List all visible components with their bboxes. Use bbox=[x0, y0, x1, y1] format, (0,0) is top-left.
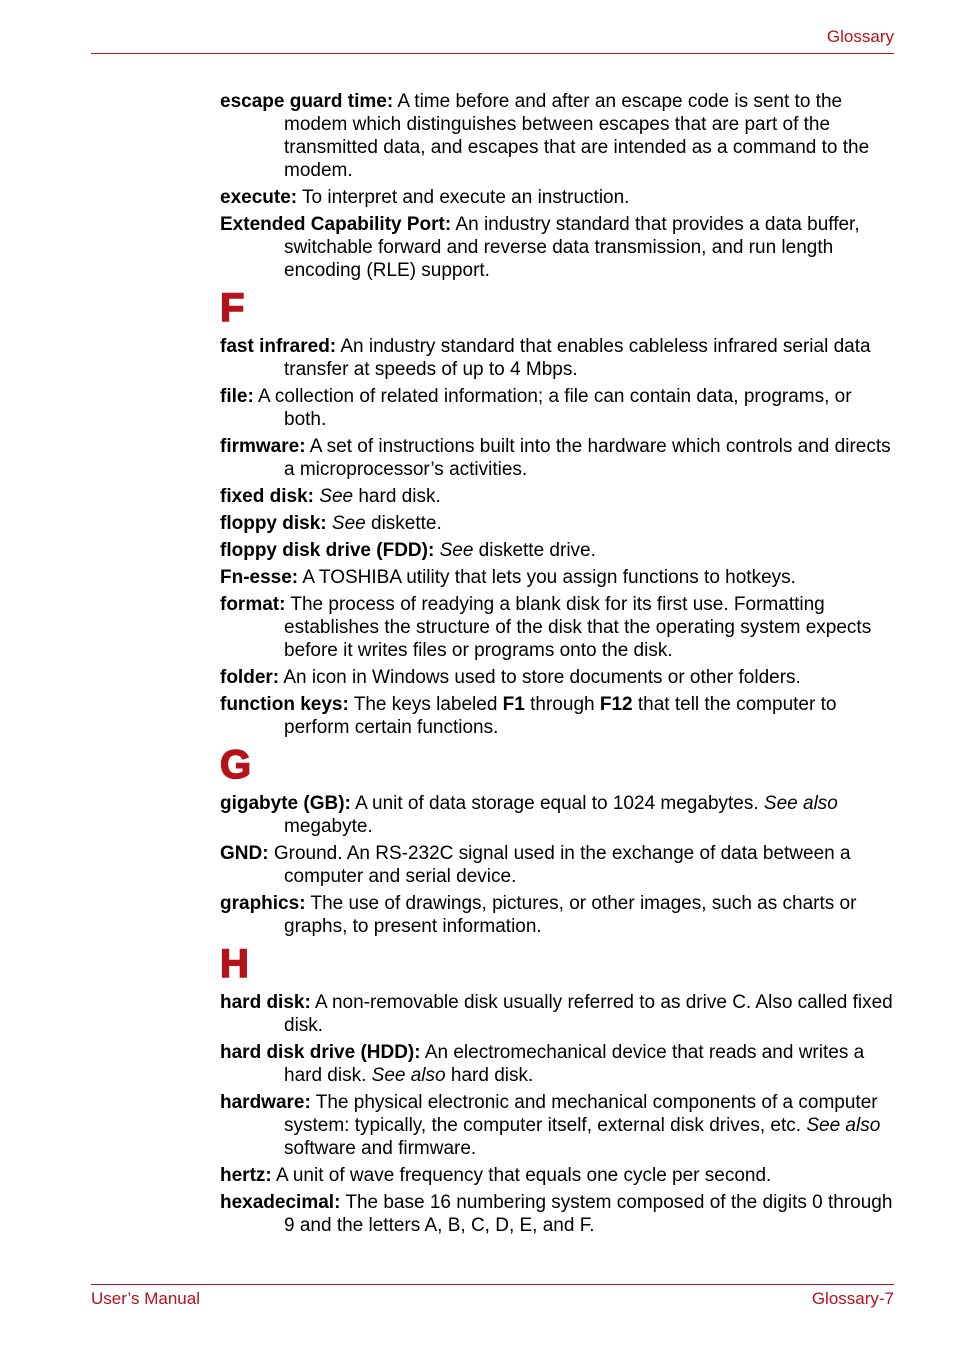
section-letter: H bbox=[220, 942, 249, 986]
key-name: F12 bbox=[599, 694, 633, 715]
glossary-term: hard disk drive (HDD): bbox=[220, 1042, 421, 1063]
glossary-entry bbox=[220, 213, 894, 282]
cross-reference: See also bbox=[763, 793, 838, 814]
glossary-entry bbox=[220, 335, 894, 381]
glossary-term: Fn-esse: bbox=[220, 567, 299, 588]
glossary-entry bbox=[220, 842, 894, 888]
definition-text: A unit of wave frequency that equals one cycle per second. bbox=[271, 1165, 772, 1186]
glossary-entry bbox=[220, 385, 894, 431]
definition-text: An electromechanical device that reads and writes a hard disk. bbox=[284, 1042, 865, 1086]
glossary-term: hard disk: bbox=[220, 992, 311, 1013]
page-number: Glossary-7 bbox=[811, 1289, 894, 1308]
glossary-term: format: bbox=[220, 594, 286, 615]
glossary-term: floppy disk: bbox=[220, 513, 327, 534]
definition-text: A TOSHIBA utility that lets you assign functions to hotkeys. bbox=[298, 567, 796, 588]
glossary-entry bbox=[220, 90, 894, 182]
glossary-term: escape guard time: bbox=[220, 91, 394, 112]
section-letter: F bbox=[220, 286, 245, 330]
definition-text: The keys labeled bbox=[348, 694, 503, 715]
glossary-term: function keys: bbox=[220, 694, 349, 715]
glossary-entry bbox=[220, 693, 894, 739]
definition-text: An industry standard that enables cableless infrared serial data transfer at speeds of up to 4 Mbps. bbox=[284, 336, 871, 380]
definition-text: hard disk. bbox=[353, 486, 441, 507]
definition-text: A unit of data storage equal to 1024 megabytes. bbox=[350, 793, 764, 814]
glossary-term: Extended Capability Port: bbox=[220, 214, 452, 235]
glossary-term: fast infrared: bbox=[220, 336, 337, 357]
footer-rule bbox=[91, 1284, 894, 1285]
glossary-entry bbox=[220, 991, 894, 1037]
glossary-entry bbox=[220, 435, 894, 481]
glossary-term: hardware: bbox=[220, 1092, 311, 1113]
definition-text: An industry standard that provides a data buffer, switchable forward and reverse data transmission, and run length encoding (RLE) support. bbox=[284, 214, 860, 281]
cross-reference: See bbox=[331, 513, 366, 534]
definition-text: A time before and after an escape code is sent to the modem which distinguishes between escapes that are part of the transmitted data, and escapes that are intended as a command to the modem. bbox=[284, 91, 870, 181]
definition-text: that tell the computer to perform certain functions. bbox=[284, 694, 837, 738]
glossary-entry bbox=[220, 512, 894, 535]
glossary-entry bbox=[220, 566, 894, 589]
glossary-entry bbox=[220, 892, 894, 938]
definition-text: diskette. bbox=[365, 513, 442, 534]
glossary-term: firmware: bbox=[220, 436, 306, 457]
glossary-content bbox=[220, 90, 894, 1241]
glossary-entry bbox=[220, 1164, 894, 1187]
glossary-term: graphics: bbox=[220, 893, 306, 914]
cross-reference: See bbox=[319, 486, 354, 507]
definition-text: A collection of related information; a file can contain data, programs, or both. bbox=[253, 386, 852, 430]
glossary-entry bbox=[220, 186, 894, 209]
glossary-entry bbox=[220, 593, 894, 662]
definition-text: through bbox=[524, 694, 600, 715]
definition-text: hard disk. bbox=[445, 1065, 534, 1086]
glossary-entry bbox=[220, 666, 894, 689]
definition-text: An icon in Windows used to store documents or other folders. bbox=[279, 667, 801, 688]
header-rule bbox=[91, 53, 894, 54]
footer-manual-title: User’s Manual bbox=[91, 1289, 200, 1308]
glossary-entry bbox=[220, 1041, 894, 1087]
glossary-term: hertz: bbox=[220, 1165, 272, 1186]
glossary-term: folder: bbox=[220, 667, 280, 688]
cross-reference: See also bbox=[806, 1115, 881, 1136]
glossary-entry bbox=[220, 1091, 894, 1160]
glossary-term: gigabyte (GB): bbox=[220, 793, 351, 814]
definition-text: The physical electronic and mechanical components of a computer system: typically, the computer itself, external disk drives, etc. bbox=[284, 1092, 878, 1136]
cross-reference: See bbox=[439, 540, 474, 561]
glossary-term: file: bbox=[220, 386, 254, 407]
definition-text: software and firmware. bbox=[284, 1138, 477, 1159]
glossary-entry bbox=[220, 485, 894, 508]
running-header: Glossary bbox=[826, 27, 894, 46]
glossary-entry bbox=[220, 539, 894, 562]
glossary-term: hexadecimal: bbox=[220, 1192, 341, 1213]
section-letter: G bbox=[220, 743, 252, 787]
definition-text: A non-removable disk usually referred to as drive C. Also called fixed disk. bbox=[284, 992, 893, 1036]
definition-text: megabyte. bbox=[284, 816, 373, 837]
glossary-entry bbox=[220, 792, 894, 838]
glossary-entry bbox=[220, 1191, 894, 1237]
definition-text: A set of instructions built into the hardware which controls and directs a microprocessor’s activities. bbox=[284, 436, 891, 480]
glossary-term: floppy disk drive (FDD): bbox=[220, 540, 435, 561]
definition-text: The process of readying a blank disk for its first use. Formatting establishes the structure of the disk that the operating system expects before it writes files or programs onto the disk. bbox=[284, 594, 872, 661]
definition-text: Ground. An RS-232C signal used in the exchange of data between a computer and serial device. bbox=[268, 843, 851, 887]
glossary-term: fixed disk: bbox=[220, 486, 314, 507]
definition-text: The use of drawings, pictures, or other images, such as charts or graphs, to present information. bbox=[284, 893, 857, 937]
cross-reference: See also bbox=[371, 1065, 446, 1086]
glossary-term: execute: bbox=[220, 187, 298, 208]
definition-text: The base 16 numbering system composed of the digits 0 through 9 and the letters A, B, C, D, E, and F. bbox=[284, 1192, 893, 1236]
key-name: F1 bbox=[502, 694, 525, 715]
definition-text: To interpret and execute an instruction. bbox=[297, 187, 630, 208]
definition-text: diskette drive. bbox=[473, 540, 596, 561]
glossary-term: GND: bbox=[220, 843, 269, 864]
